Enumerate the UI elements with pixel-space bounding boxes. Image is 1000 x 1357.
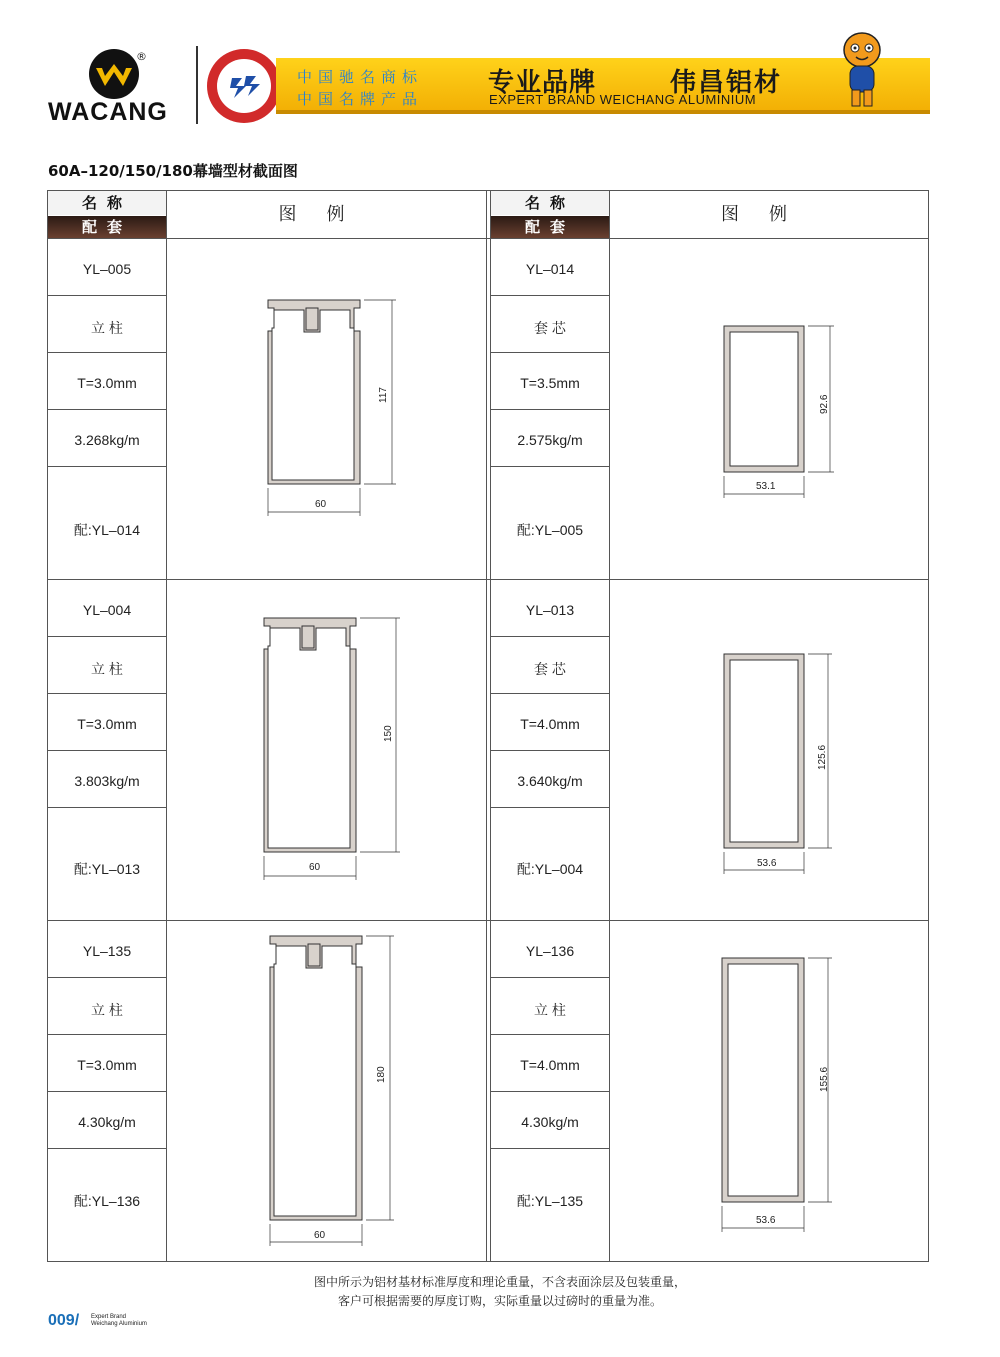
width-dimension: 60 [315,499,327,510]
profile-thickness: T=3.5mm [520,375,580,391]
header-name-right: 名称 [491,191,609,215]
mullion-core-profile-drawing [716,956,836,1234]
profile-code: YL–004 [82,602,132,618]
profile-pair: 配:YL–005 [516,522,584,538]
profile-type: 套 芯 [534,320,566,336]
width-dimension: 60 [309,862,321,873]
header-pair-left: 配套 [48,216,166,238]
page-title: 60A–120/150/180幕墙型材截面图 [48,162,298,180]
width-dimension: 53.6 [756,1215,776,1226]
profile-thickness: T=4.0mm [520,716,580,732]
profile-pair: 配:YL–135 [516,1193,584,1209]
col-divider [609,191,610,1261]
mullion-profile-drawing [258,616,378,882]
header-figure-right: 图例 [721,204,817,225]
brand-slogan-cn: 专业品牌 [488,68,597,98]
header-name-left: 名称 [48,191,166,215]
profile-thickness: T=3.0mm [77,375,137,391]
height-dimension: 150 [383,725,394,742]
height-dimension: 155.6 [819,1066,830,1092]
profile-weight: 2.575kg/m [517,432,583,448]
mullion-profile-drawing [262,298,382,518]
page-number: 009/ [48,1312,80,1329]
profile-type: 立 柱 [91,1002,123,1018]
profile-weight: 3.640kg/m [517,773,583,789]
tiger-mascot-icon [832,28,892,110]
profile-type: 立 柱 [91,320,123,336]
profile-type: 套 芯 [534,661,566,677]
profile-code: YL–135 [82,943,132,959]
profile-pair: 配:YL–004 [516,861,584,877]
profile-weight: 3.803kg/m [74,773,140,789]
page-brand-line: Expert Brand [91,1314,127,1320]
height-dimension: 125.6 [817,744,828,770]
width-dimension: 60 [314,1230,326,1241]
profile-pair: 配:YL–014 [73,522,141,538]
header-figure-left: 图例 [278,204,375,225]
profile-code: YL–013 [525,602,575,618]
china-top-brand-seal-icon [206,48,282,124]
row-divider [48,238,928,239]
logo-text: WACANG [48,98,168,126]
profile-pair: 配:YL–136 [73,1193,141,1209]
width-dimension: 53.1 [756,481,776,492]
width-dimension: 53.6 [757,858,777,869]
registered-mark: ® [136,50,147,63]
footnote-line: 图中所示为铝材基材标准厚度和理论重量，不含表面涂层及包装重量， [313,1275,686,1289]
brand-name-cn: 伟昌铝材 [670,68,783,98]
header-divider [196,46,198,124]
section-divider [48,920,928,921]
profile-weight: 4.30kg/m [78,1114,136,1130]
profile-type: 立 柱 [91,661,123,677]
header-pair-right: 配套 [491,216,609,238]
footnote-line: 客户可根据需要的厚度订购，实际重量以过磅时的重量为准。 [337,1294,662,1308]
page-brand-line: Weichang Aluminium [91,1321,147,1327]
profile-pair: 配:YL–013 [73,861,141,877]
col-divider [486,191,487,1261]
cn-product-line: 中国名牌产品 [297,90,424,108]
profile-code: YL–005 [82,261,132,277]
wacang-logo-icon [88,48,140,100]
section-divider [48,579,928,580]
col-divider [166,191,167,1261]
cn-trademark-line: 中国驰名商标 [297,68,424,86]
profile-thickness: T=3.0mm [77,1057,137,1073]
height-dimension: 117 [378,387,389,403]
profile-thickness: T=4.0mm [520,1057,580,1073]
mullion-profile-drawing [264,934,384,1248]
profile-weight: 3.268kg/m [74,432,140,448]
profile-code: YL–136 [525,943,575,959]
profile-thickness: T=3.0mm [77,716,137,732]
brand-slogan-en: EXPERT BRAND WEICHANG ALUMINIUM [489,92,757,107]
height-dimension: 92.6 [819,394,830,414]
profile-type: 立 柱 [534,1002,566,1018]
height-dimension: 180 [376,1066,387,1083]
profile-code: YL–014 [525,261,575,277]
profile-weight: 4.30kg/m [521,1114,579,1130]
